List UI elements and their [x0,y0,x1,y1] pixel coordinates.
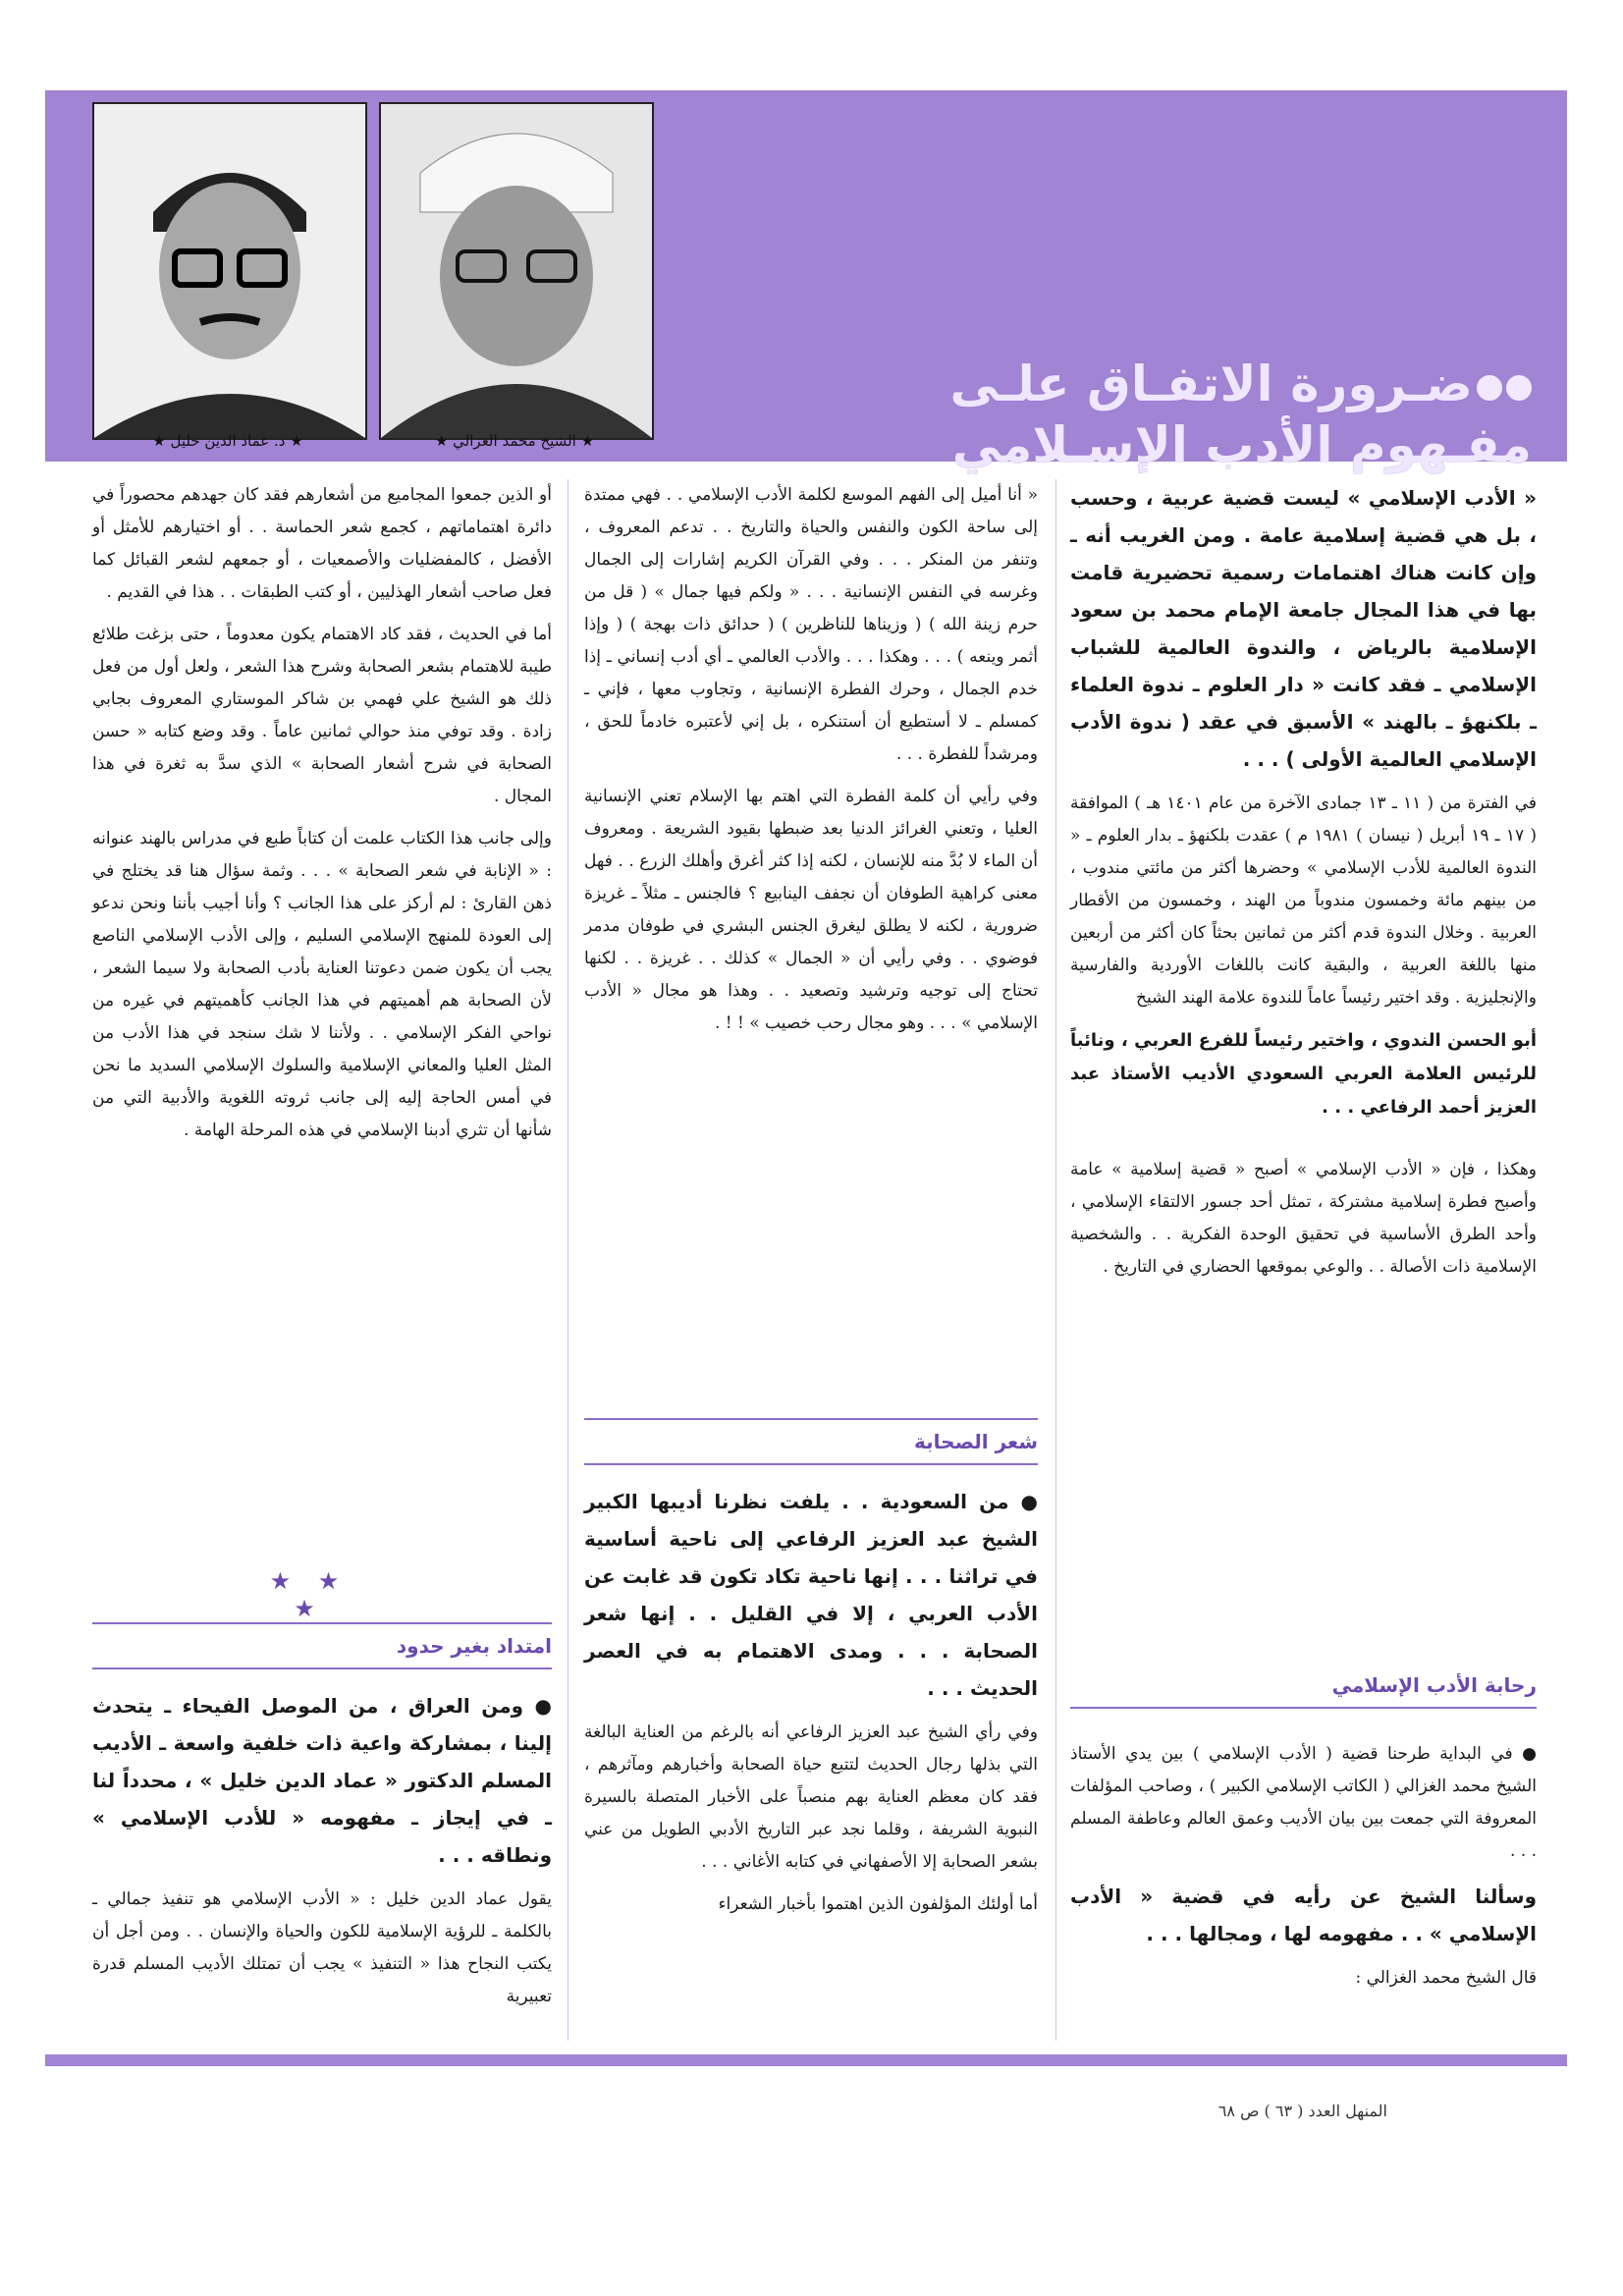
title-line-1: ضـرورة الاتفـاق علـى [949,355,1473,412]
bottom-bar [45,2054,1567,2066]
column-divider [1055,479,1056,2041]
page-footer: المنهل العدد ( ٦٣ ) ص ٦٨ [1217,2102,1387,2120]
paragraph-bold: أبو الحسن الندوي ، واختير رئيساً للفرع العربي ، ونائباً للرئيس العلامة العربي السعودي الأديب الأستاذ عبد العزيز أحمد الرفاعي . . . [1070,1030,1537,1118]
section-separator-stars: ★ ★ ★ [269,1567,350,1622]
caption-khalil: ★ د. عماد الدين خليل ★ [152,432,303,450]
column-right [1070,479,1537,1293]
bullet-icon [1506,375,1532,401]
paragraph: « أنا أميل إلى الفهم الموسع لكلمة الأدب الإسلامي . . فهي ممتدة إلى ساحة الكون والنفس والحياة والتاريخ . . تدعم المعروف ، وتنفر من المنكر . . . وفي القرآن الكريم إشارات إلى الجمال وغرسه في النفس الإنسانية . . . « ولكم فيها جمال » ( قل من حرم زينة الله ) ( وزيناها للناظرين ) ( حدائق ذات بهجة ) ( وإذا أثمر وينعه ) . . . وهكذا . . . والأدب العالمي ـ أي أدب إنساني ـ إذا خدم الجمال ، وحرك الفطرة الإنسانية ، وتجاوب معها ، فإني ـ كمسلم ـ لا أستطيع أن أستنكره ، بل إني لأعتبره خادماً للحق ، ومرشداً للفطرة . . . [584,485,1038,764]
section-heading-shir-alsahaba: شعر الصحابة [914,1430,1038,1453]
column-right-lower [1070,1738,1537,2004]
paragraph: يقول عماد الدين خليل : « الأدب الإسلامي هو تنفيذ جمالي ـ بالكلمة ـ للرؤية الإسلامية للكون والحياة والإنسان . . ومن أجل أن يكتب النجاح هذا « التنفيذ » يجب أن تمتلك الأديب المسلم قدرة تعبيرية [92,1889,553,2006]
paragraph: وهكذا ، فإن « الأدب الإسلامي » أصبح « قضية إسلامية » عامة وأصبح فطرة إسلامية مشتركة ، تمثل أحد جسور الالتقاء الإسلامي ، وأحد الطرق الأساسية في تحقيق الوحدة الفكرية . . والشخصية الإسلامية ذات الأصالة . . والوعي بموقعها الحضاري في التاريخ . [1070,1160,1537,1277]
paragraph-bold: وسألنا الشيخ عن رأيه في قضية « الأدب الإسلامي » . . مفهومه لها ، ومجالها . . . [1070,1885,1537,1945]
column-left-lower [92,1687,552,2023]
paragraph: ● في البداية طرحنا قضية ( الأدب الإسلامي ) بين يدي الأستاذ الشيخ محمد الغزالي ( الكاتب الإسلامي الكبير ) ، وصاحب المؤلفات المعروفة التي جمعت بين بيان الأديب وعمق العالم وعاطفة المسلم . . . [1070,1744,1537,1861]
section-rule [584,1418,1038,1420]
paragraph: أو الذين جمعوا المجاميع من أشعارهم فقد كان جهدهم محصوراً في دائرة اهتماماتهم ، كجمع شعر الحماسة . . أو اختيارهم للأمثل أو الأفضل ، كالمفضليات والأصمعيات ، أو جمعهم لشعر القبائل كما فعل صاحب أشعار الهذليين ، أو كتب الطبقات . . هذا في القديم . [92,485,552,602]
bullet-icon [1477,375,1502,401]
intro-paragraph: « الأدب الإسلامي » ليست قضية عربية ، وحسب ، بل هي قضية إسلامية عامة . ومن الغريب أنه ـ وإن كانت هناك اهتمامات رسمية تحضيرية قامت بها في هذا المجال جامعة الإمام محمد بن سعود الإسلامية بالرياض ، والندوة العالمية للشباب الإسلامي ـ فقد كانت « دار العلوم ـ ندوة العلماء ـ بلكنهؤ ـ بالهند » الأسبق في عقد ( ندوة الأدب الإسلامي العالمية الأولى ) . . . [1070,486,1537,771]
caption-ghazali: ★ الشيخ محمد الغزالي ★ [434,432,595,450]
paragraph-bold: ● من السعودية . . يلفت نظرنا أديبها الكبير الشيخ عبد العزيز الرفاعي إلى ناحية أساسية في تراثنا . . . إنها ناحية تكاد تكون قد غابت عن الأدب العربي ، إلا في القليل . . إنها شعر الصحابة . . . ومدى الاهتمام به في العصر الحديث . . . [584,1490,1038,1700]
paragraph: أما في الحديث ، فقد كاد الاهتمام يكون معدوماً ، حتى بزغت طلائع طيبة للاهتمام بشعر الصحابة وشرح هذا الشعر ، ولعل أول من فعل ذلك هو الشيخ علي فهمي بن شاكر الموستاري المعروف بجابي زادة . وقد توفي منذ حوالي ثمانين عاماً . وقد وضع كتابه « حسن الصحابة في شرح أشعار الصحابة » الذي سدَّ به ثغرة في هذا المجال . [92,625,552,806]
paragraph: وفي رأيي أن كلمة الفطرة التي اهتم بها الإسلام تعني الإنسانية العليا ، وتعني الغرائز الدنيا بعد ضبطها بقيود الشريعة . ومعروف أن الماء لا بُدَّ منه للإنسان ، لكنه إذا كثر أغرق وأهلك الزرع . . فهل معنى كراهية الطوفان أن نجفف الينابيع ؟ فالجنس ـ مثلاً ـ غريزة ضرورية ، لكنه لا يطلق ليغرق الجنس البشري في طوفان مدمر فوضوي . . وفي رأيي أن « الجمال » كذلك . . غريزة . . لكنها تحتاج إلى توجيه وترشيد وتصعيد . . وهذا هو مجال « الأدب الإسلامي » . . . وهو مجال رحب خصيب » ! ! . [584,787,1038,1033]
section-heading-imtidad: امتداد بغير حدود [396,1634,552,1658]
paragraph: وإلى جانب هذا الكتاب علمت أن كتاباً طبع في مدراس بالهند عنوانه : « الإنابة في شعر الصحابة » . . . وثمة سؤال هنا قد يختلج في ذهن القارئ : لم أركز على هذا الجانب ؟ وأنا أجيب بأننا ونحن ندعو إلى العودة للمنهج الإسلامي السليم ، وإلى الأدب الإسلامي الناصع يجب أن يكون ضمن دعوتنا العناية بأدب الصحابة ولا سيما الشعر ، لأن الصحابة هم أهميتهم في هذا الجانب كأهميتهم في غيره من نواحي الفكر الإسلامي . . ولأننا لا شك سنجد في هذا الأدب من المثل العليا والمعاني الإسلامية والسلوك الإسلامي السديد ما نحن في أمس الحاجة إليه إلى جانب ثروته اللغوية والأدبية التي من شأنها أن تثري أدبنا الإسلامي في هذه المرحلة الهامة . [92,829,552,1140]
section-heading-rahaba: رحابة الأدب الإسلامي [1331,1673,1537,1697]
paragraph: وفي رأي الشيخ عبد العزيز الرفاعي أنه بالرغم من العناية البالغة التي بذلها رجال الحديث لتتبع حياة الصحابة وأخبارهم ومآثرهم ، فقد كان معظم العناية بهم منصباً على الأخبار المتصلة بالسيرة النبوية الشريفة ، وقلما نجد عبر التاريخ الأدبي الطويل من عني بشعر الصحابة إلا الأصفهاني في كتابه الأغاني . . . [584,1722,1038,1872]
paragraph: قال الشيخ محمد الغزالي : [1355,1968,1537,1988]
paragraph: في الفترة من ( ١١ ـ ١٣ جمادى الآخرة من عام ١٤٠١ هـ ) الموافقة ( ١٧ ـ ١٩ أبريل ( نيسان ) ١٩٨١ م ) عقدت بلكنهؤ ـ بدار العلوم ـ « الندوة العالمية للأدب الإسلامي » وحضرها أكثر من مائتي مندوب ، من بينهم مائة وخمسون مندوباً من الهند ، وخمسون من الأقطار العربية . وخلال الندوة قدم أكثر من ثمانين بحثاً كان أكثر من أربعين منها باللغة العربية ، والبقية كانت باللغات الأوردية والفارسية والإنجليزية . وقد اختير رئيساً عاماً للندوة علامة الهند الشيخ [1070,793,1537,1008]
column-middle-lower [584,1483,1038,1931]
paragraph-bold: ● ومن العراق ، من الموصل الفيحاء ـ يتحدث إلينا ، بمشاركة واعية ذات خلفية واسعة ـ الأديب المسلم الدكتور « عماد الدين خليل » ، محدداً لنا ـ في إيجاز ـ مفهومه « للأدب الإسلامي » ونطاقه . . . [92,1694,552,1867]
section-rule [92,1667,552,1669]
paragraph: أما أولئك المؤلفون الذين اهتموا بأخبار الشعراء [718,1894,1038,1914]
column-left [92,479,552,1157]
section-rule [584,1463,1038,1465]
photo-imad-khalil [92,102,367,440]
article-title [727,354,1532,473]
title-line-2: مفـهوم الأدب الإسـلامي [951,416,1532,473]
section-rule [1070,1707,1537,1709]
column-middle [584,479,1038,1050]
section-rule [92,1622,552,1624]
photo-sheikh-ghazali [379,102,654,440]
